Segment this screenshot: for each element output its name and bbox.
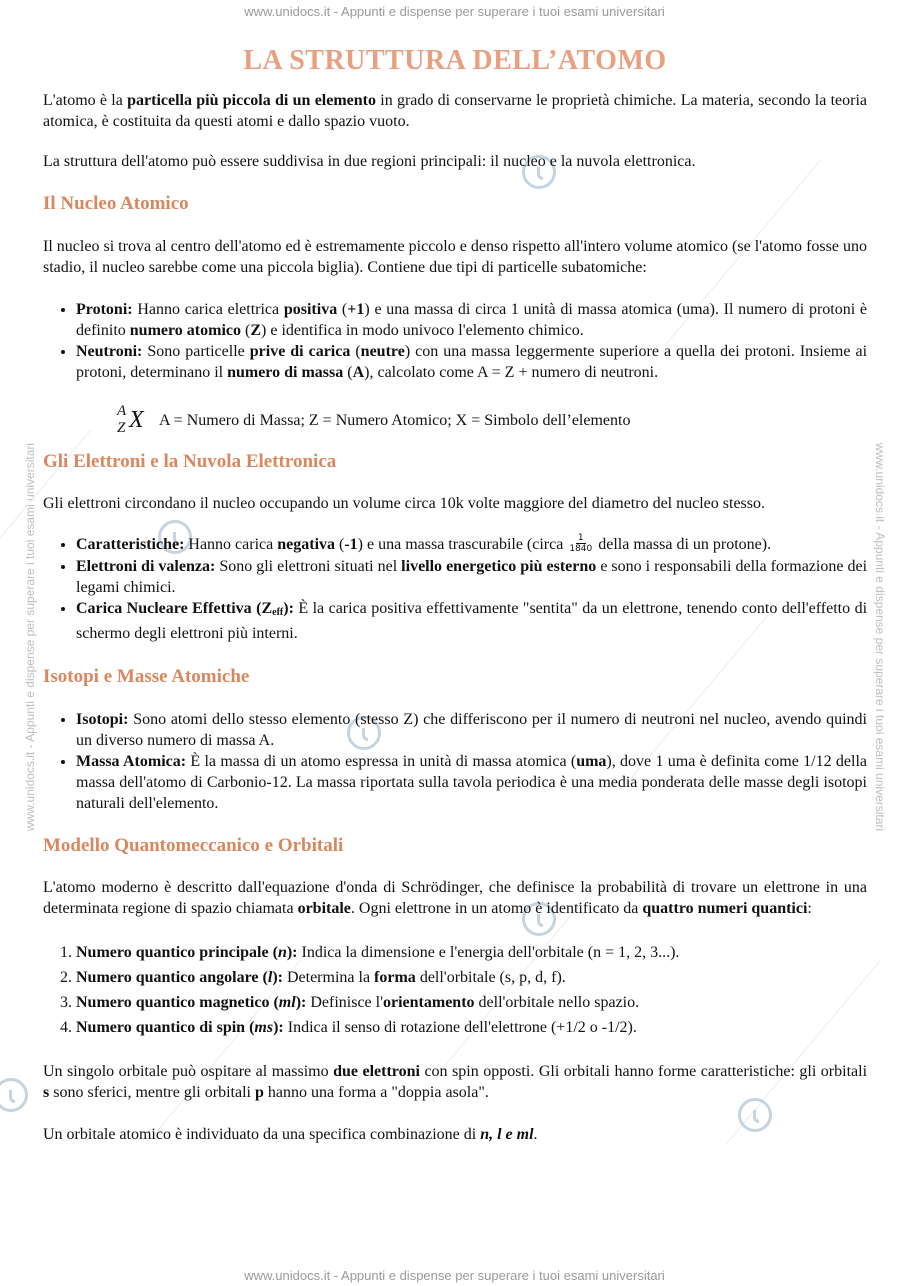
fraction: $\frac{1}{1840}$: [569, 532, 593, 554]
mass-number-symbol: A: [117, 403, 127, 419]
orbitali-shapes-paragraph: Un singolo orbitale può ospitare al massimo due elettroni con spin opposti. Gli orbitali hanno forme caratteristiche: gli orbitali s sono sferici, mentre gli orbitali p hanno una forma a "doppia asola".: [43, 1062, 868, 1101]
list-item-zeff: • Carica Nucleare Effettiva $(Z_{eff})$: È la carica positiva effettivamente "sentita" da un elettrone, tenendo conto dell'effetto di schermo degli elettroni più interni.: [76, 598, 867, 644]
list-item-isotopi: • Isotopi: Sono atomi dello stesso elemento (stesso Z) che differiscono per il numero di neutroni nel nucleo, avendo quindi un diverso numero di massa A.: [76, 709, 867, 751]
page-title: LA STRUTTURA DELL’ATOMO: [243, 45, 667, 76]
watermark-side-left: www.unidocs.it - Appunti e dispense per superare i tuoi esami universitari: [23, 442, 37, 832]
watermark-logo-icon: [0, 1078, 28, 1112]
watermark-side-right: www.unidocs.it - Appunti e dispense per superare i tuoi esami universitari: [873, 442, 887, 832]
list-item-massa-atomica: • Massa Atomica: È la massa di un atomo espressa in unità di massa atomica (uma), dove 1 uma è definita come 1/12 della massa dell'atomo di Carbonio-12. La massa riportata sulla tavola periodica è una media ponderata delle masse degli isotopi naturali dell'elemento.: [76, 751, 867, 814]
nucleo-list: [43, 299, 867, 383]
section-heading-elettroni: Gli Elettroni e la Nuvola Elettronica: [43, 451, 337, 472]
atomic-number-symbol: Z: [117, 420, 126, 436]
formula-legend: A = Numero di Massa; Z = Numero Atomico; X = Simbolo dell’elemento: [159, 412, 631, 429]
elettroni-paragraph: Gli elettroni circondano il nucleo occupando un volume circa 10k volte maggiore del diametro del nucleo stesso.: [43, 495, 765, 512]
nuclide-formula: [115, 403, 867, 439]
section-heading-nucleo: Il Nucleo Atomico: [43, 193, 189, 214]
watermark-header: www.unidocs.it - Appunti e dispense per superare i tuoi esami universitari: [244, 4, 665, 19]
element-symbol: X: [129, 407, 144, 433]
list-item-quantum-spin: 4. Numero quantico di spin (ms): Indica il senso di rotazione dell'elettrone (+1/2 o -1/2).: [76, 1015, 867, 1040]
list-item-quantum-principal: 1. Numero quantico principale (n): Indica la dimensione e l'energia dell'orbitale (n = 1, 2, 3...).: [76, 940, 867, 965]
orbitali-paragraph: L'atomo moderno è descritto dall'equazione d'onda di Schrödinger, che definisce la probabilità di trovare un elettrone in una determinata regione di spazio chiamata orbitale. Ogni elettrone in un atomo è identificato da quattro numeri quantici:: [43, 878, 867, 917]
list-item-quantum-angular: 2. Numero quantico angolare (l): Determina la forma dell'orbitale (s, p, d, f).: [76, 965, 867, 990]
watermark-footer: www.unidocs.it - Appunti e dispense per superare i tuoi esami universitari: [244, 1268, 665, 1283]
list-item-protoni: • Protoni: Hanno carica elettrica positiva (+1) e una massa di circa 1 unità di massa atomica (uma). Il numero di protoni è definito numero atomico (Z) e identifica in modo univoco l'elemento chimico.: [76, 299, 867, 341]
elettroni-list: [43, 534, 867, 644]
section-heading-orbitali: Modello Quantomeccanico e Orbitali: [43, 834, 344, 856]
intro-paragraph: L'atomo è la particella più piccola di un elemento in grado di conservarne le proprietà chimiche. La materia, secondo la teoria atomica, è costituita da questi atomi e dallo spazio vuoto.: [43, 92, 868, 130]
list-item-quantum-magnetic: 3. Numero quantico magnetico (ml): Definisce l'orientamento dell'orbitale nello spazio.: [76, 990, 867, 1015]
section-heading-isotopi: Isotopi e Masse Atomiche: [43, 665, 250, 687]
numeri-quantici-list: [43, 940, 867, 1040]
orbitali-combination-paragraph: Un orbitale atomico è individuato da una specifica combinazione di n, l e ml.: [43, 1125, 538, 1143]
nuclide-notation: [115, 403, 159, 439]
list-item-neutroni: • Neutroni: Sono particelle prive di carica (neutre) con una massa leggermente superiore a quella dei protoni. Insieme ai protoni, determinano il numero di massa (A), calcolato come A = Z + numero di neutroni.: [76, 341, 867, 383]
intro-paragraph-regions: La struttura dell'atomo può essere suddivisa in due regioni principali: il nucleo e la nuvola elettronica.: [43, 153, 696, 170]
list-item-valenza: • Elettroni di valenza: Sono gli elettroni situati nel livello energetico più esterno e sono i responsabili della formazione dei legami chimici.: [76, 556, 867, 598]
isotopi-list: [43, 709, 867, 814]
nucleo-paragraph: Il nucleo si trova al centro dell'atomo ed è estremamente piccolo e denso rispetto all'intero volume atomico (se l'atomo fosse uno stadio, il nucleo sarebbe come una piccola biglia). Contiene due tipi di particelle subatomiche:: [43, 238, 867, 276]
list-item-caratteristiche: • Caratteristiche: Hanno carica negativa (-1) e una massa trascurabile (circa $\frac{1}{1840}$ della massa di un protone).: [76, 534, 867, 556]
document-page: [43, 40, 867, 1145]
